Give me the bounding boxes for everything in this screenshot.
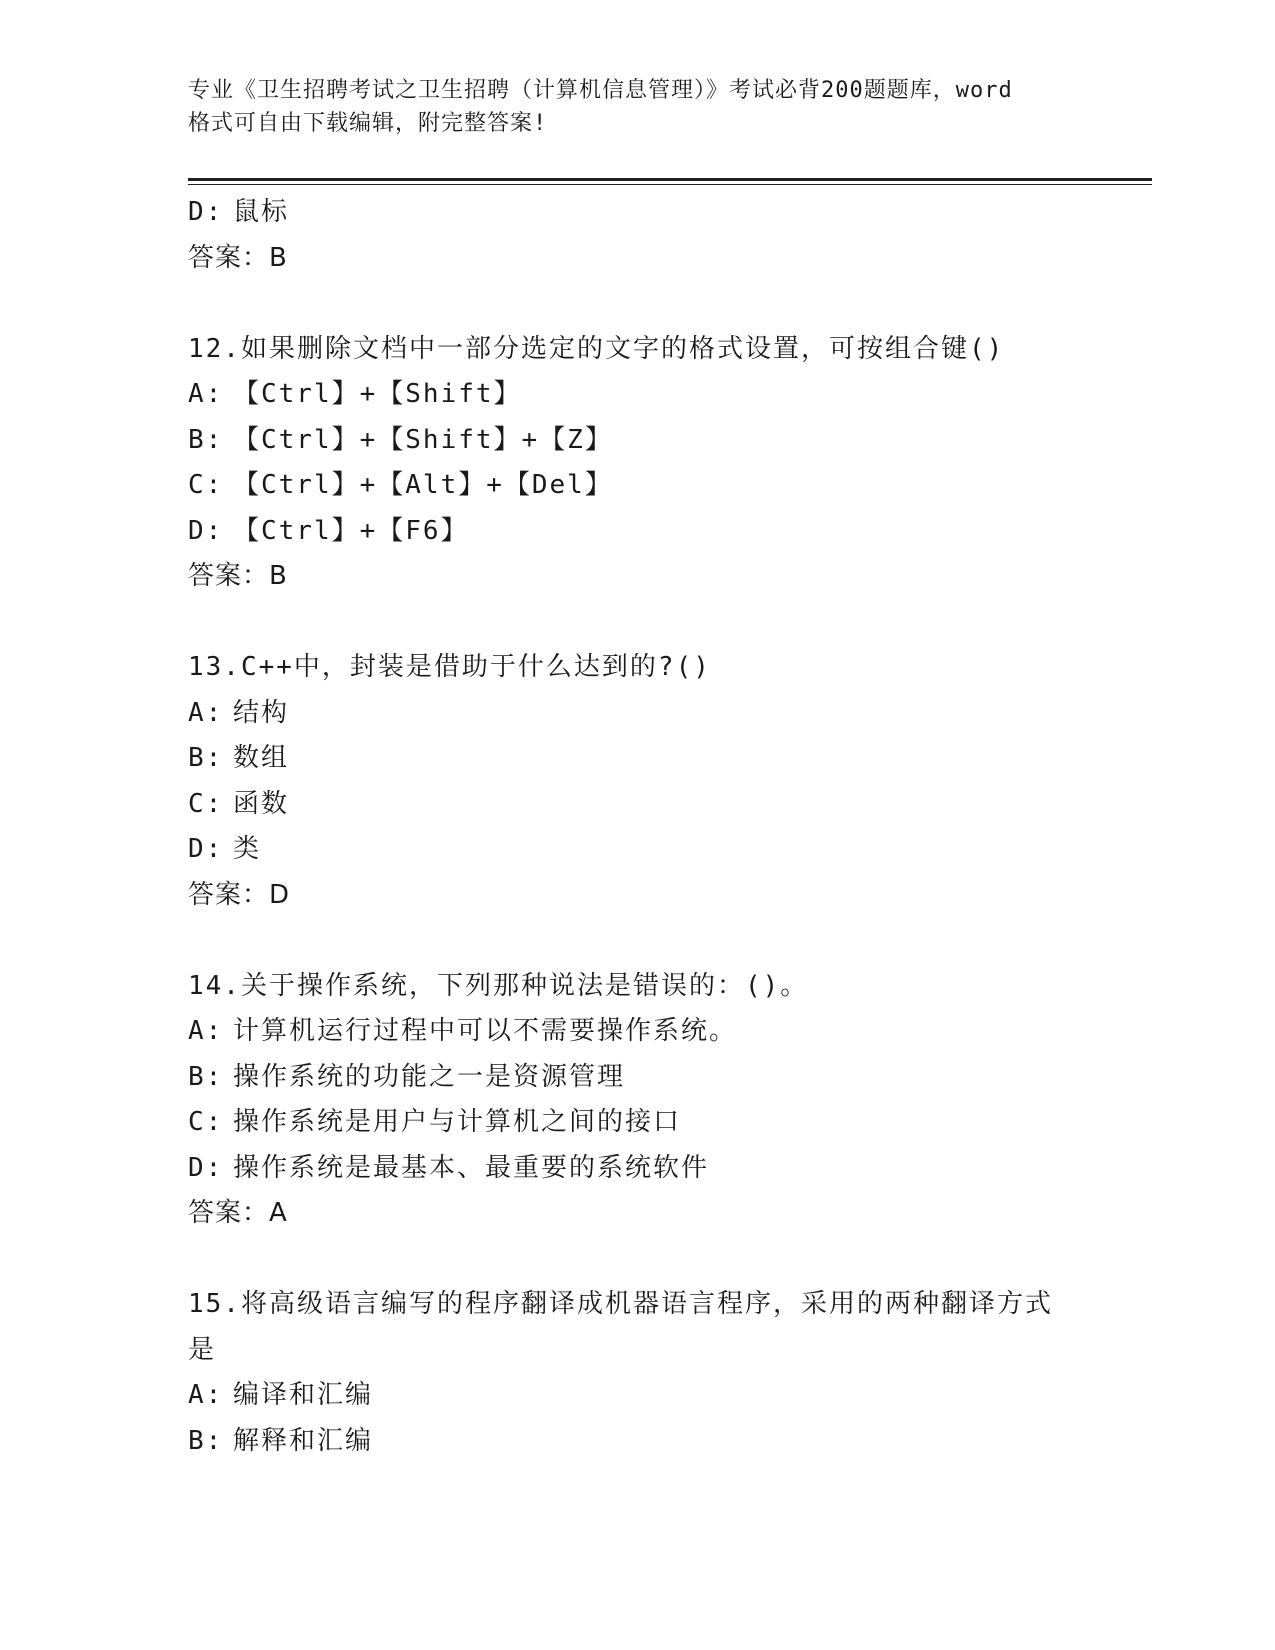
- option-text: 编译和汇编: [233, 1380, 374, 1410]
- option-key: B:: [188, 424, 224, 455]
- answer-line: 答案：B: [188, 561, 288, 591]
- option-key: C:: [188, 788, 224, 819]
- question-stem: 12.如果删除文档中一部分选定的文字的格式设置，可按组合键(): [188, 333, 1005, 364]
- option-key: A:: [188, 1016, 224, 1046]
- option-key: B:: [188, 1425, 224, 1456]
- question-gap: [188, 281, 1088, 327]
- option-line: [188, 827, 1088, 873]
- question-stem: 15.将高级语言编写的程序翻译成机器语言程序，采用的两种翻译方式: [188, 1289, 1053, 1319]
- option-line: [188, 736, 1088, 782]
- option-text: 数组: [233, 743, 290, 773]
- option-key: D:: [188, 515, 224, 546]
- option-line: [188, 190, 1088, 236]
- option-line: [188, 509, 1088, 555]
- option-text: 【Ctrl】+【Shift】: [233, 379, 522, 409]
- option-key: A:: [188, 697, 224, 728]
- option-key: D:: [188, 834, 224, 864]
- option-text: 类: [233, 834, 262, 864]
- option-text: 【Ctrl】+【Shift】+【Z】: [233, 424, 613, 455]
- option-line: [188, 372, 1088, 418]
- header-line-2: 格式可自由下载编辑，附完整答案!: [188, 111, 548, 136]
- option-text: 【Ctrl】+【F6】: [233, 515, 469, 546]
- option-text: 操作系统是用户与计算机之间的接口: [233, 1107, 682, 1137]
- option-text: 解释和汇编: [233, 1425, 374, 1456]
- question-content: [188, 190, 1088, 1464]
- document-header: [188, 74, 1088, 140]
- option-key: D:: [188, 1152, 224, 1183]
- question-stem-continued: 是: [188, 1334, 217, 1365]
- option-line: [188, 1100, 1088, 1146]
- answer-line: 答案：D: [188, 879, 291, 910]
- option-text: 结构: [233, 697, 290, 728]
- option-text: 函数: [233, 788, 290, 819]
- question-gap: [188, 600, 1088, 646]
- option-line: [188, 463, 1088, 509]
- option-key: C:: [188, 470, 224, 500]
- header-divider-thick: [188, 178, 1152, 181]
- question-stem: 13.C++中，封装是借助于什么达到的?(): [188, 652, 711, 682]
- option-line: [188, 1055, 1088, 1101]
- answer-line: 答案：B: [188, 242, 288, 273]
- option-key: A:: [188, 379, 224, 409]
- option-line: [188, 1146, 1088, 1192]
- option-text: 操作系统是最基本、最重要的系统软件: [233, 1152, 710, 1183]
- option-text: 操作系统的功能之一是资源管理: [233, 1061, 626, 1092]
- option-text: 【Ctrl】+【Alt】+【Del】: [233, 470, 613, 500]
- question-gap: [188, 1237, 1088, 1283]
- header-divider-thin: [188, 184, 1152, 185]
- option-line: [188, 1373, 1088, 1419]
- option-key: B:: [188, 1061, 224, 1092]
- option-line: [188, 1009, 1088, 1055]
- option-key: C:: [188, 1107, 224, 1137]
- answer-line: 答案：A: [188, 1198, 288, 1228]
- option-line: [188, 418, 1088, 464]
- option-line: [188, 1419, 1088, 1465]
- option-line: [188, 691, 1088, 737]
- question-stem: 14.关于操作系统，下列那种说法是错误的：()。: [188, 970, 809, 1001]
- header-line-1: 专业《卫生招聘考试之卫生招聘（计算机信息管理）》考试必背200题题库，word: [188, 78, 1013, 103]
- option-text: 计算机运行过程中可以不需要操作系统。: [233, 1016, 738, 1046]
- option-key: A:: [188, 1380, 224, 1410]
- option-text: 鼠标: [233, 197, 290, 227]
- option-key: D:: [188, 197, 224, 227]
- option-key: B:: [188, 743, 224, 773]
- option-line: [188, 782, 1088, 828]
- question-gap: [188, 918, 1088, 964]
